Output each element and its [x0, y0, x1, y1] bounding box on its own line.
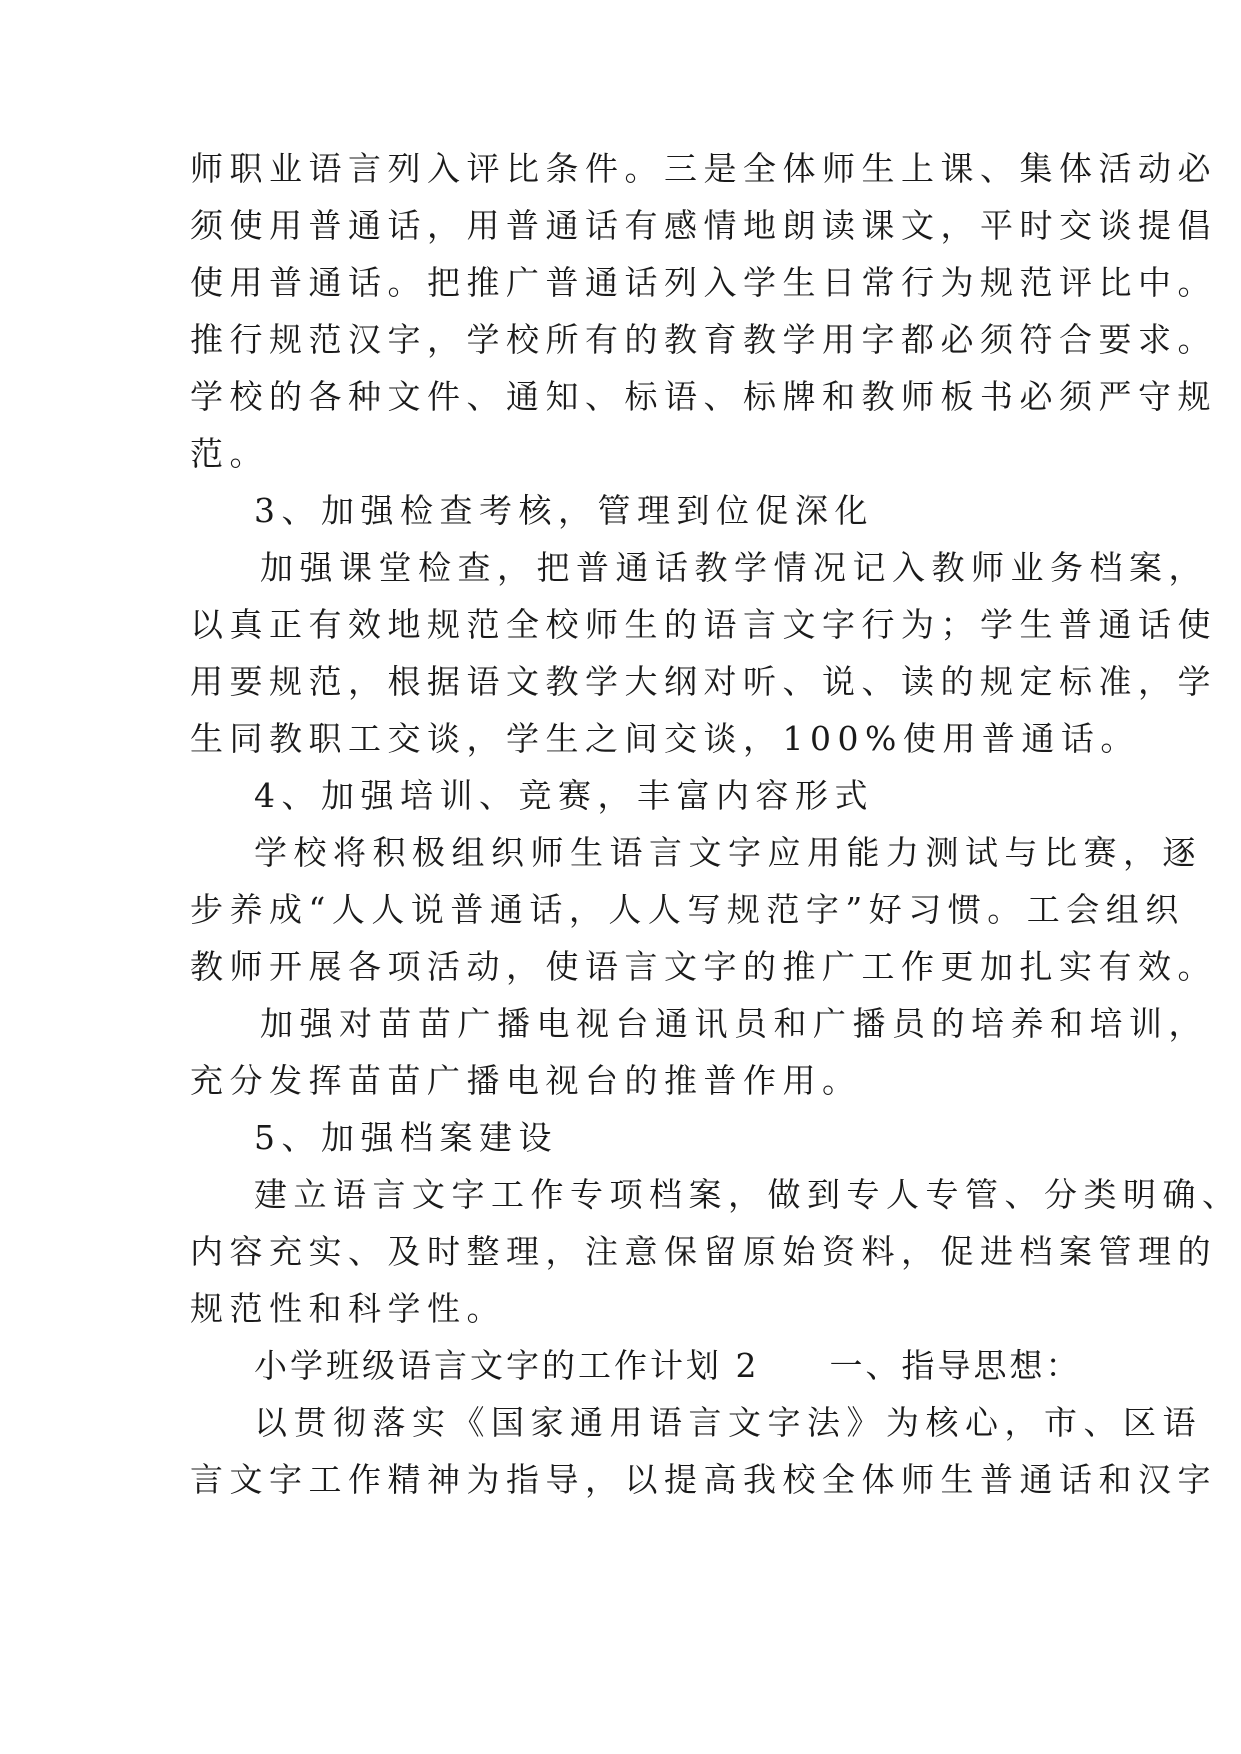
- body-text-line: 以贯彻落实《国家通用语言文字法》为核心，市、区语: [254, 1403, 1202, 1442]
- plan-heading: 一、指导思想：: [829, 1346, 1082, 1385]
- plan-title: 小学班级语言文字的工作计划 2: [254, 1346, 760, 1385]
- section-heading: 4、加强培训、竞赛，丰富内容形式: [254, 776, 874, 815]
- body-text-line: 言文字工作精神为指导，以提高我校全体师生普通话和汉字: [190, 1460, 1217, 1499]
- body-text-line: 教师开展各项活动，使语言文字的推广工作更加扎实有效。: [190, 947, 1217, 986]
- body-text-line: 内容充实、及时整理，注意保留原始资料，促进档案管理的: [190, 1232, 1217, 1271]
- body-text-line: 加强课堂检查，把普通话教学情况记入教师业务档案，: [260, 548, 1208, 587]
- body-text-line: 师职业语言列入评比条件。三是全体师生上课、集体活动必: [190, 149, 1217, 188]
- body-text-line: 范。: [190, 434, 269, 473]
- section-heading: 3、加强检查考核，管理到位促深化: [254, 491, 874, 530]
- body-text-line: 使用普通话。把推广普通话列入学生日常行为规范评比中。: [190, 263, 1217, 302]
- body-text-line: 学校将积极组织师生语言文字应用能力测试与比赛，逐: [254, 833, 1202, 872]
- section-heading: 5、加强档案建设: [254, 1118, 558, 1157]
- plan-title-line: [254, 1344, 1134, 1388]
- body-text-line: 建立语言文字工作专项档案，做到专人专管、分类明确、: [254, 1175, 1241, 1214]
- body-text-line: 以真正有效地规范全校师生的语言文字行为；学生普通话使: [190, 605, 1217, 644]
- body-text-line: 生同教职工交谈，学生之间交谈，100%使用普通话。: [190, 719, 1140, 758]
- body-text-line: 充分发挥苗苗广播电视台的推普作用。: [190, 1061, 862, 1100]
- body-text-line: 须使用普通话，用普通话有感情地朗读课文，平时交谈提倡: [190, 206, 1217, 245]
- body-text-line: 学校的各种文件、通知、标语、标牌和教师板书必须严守规: [190, 377, 1217, 416]
- body-text-line: 规范性和科学性。: [190, 1289, 506, 1328]
- body-text-line: 推行规范汉字，学校所有的教育教学用字都必须符合要求。: [190, 320, 1217, 359]
- body-text-line: 用要规范，根据语文教学大纲对听、说、读的规定标准，学: [190, 662, 1217, 701]
- body-text-line: 加强对苗苗广播电视台通讯员和广播员的培养和培训，: [260, 1004, 1208, 1043]
- body-text-line: 步养成“人人说普通话，人人写规范字”好习惯。工会组织: [190, 890, 1185, 929]
